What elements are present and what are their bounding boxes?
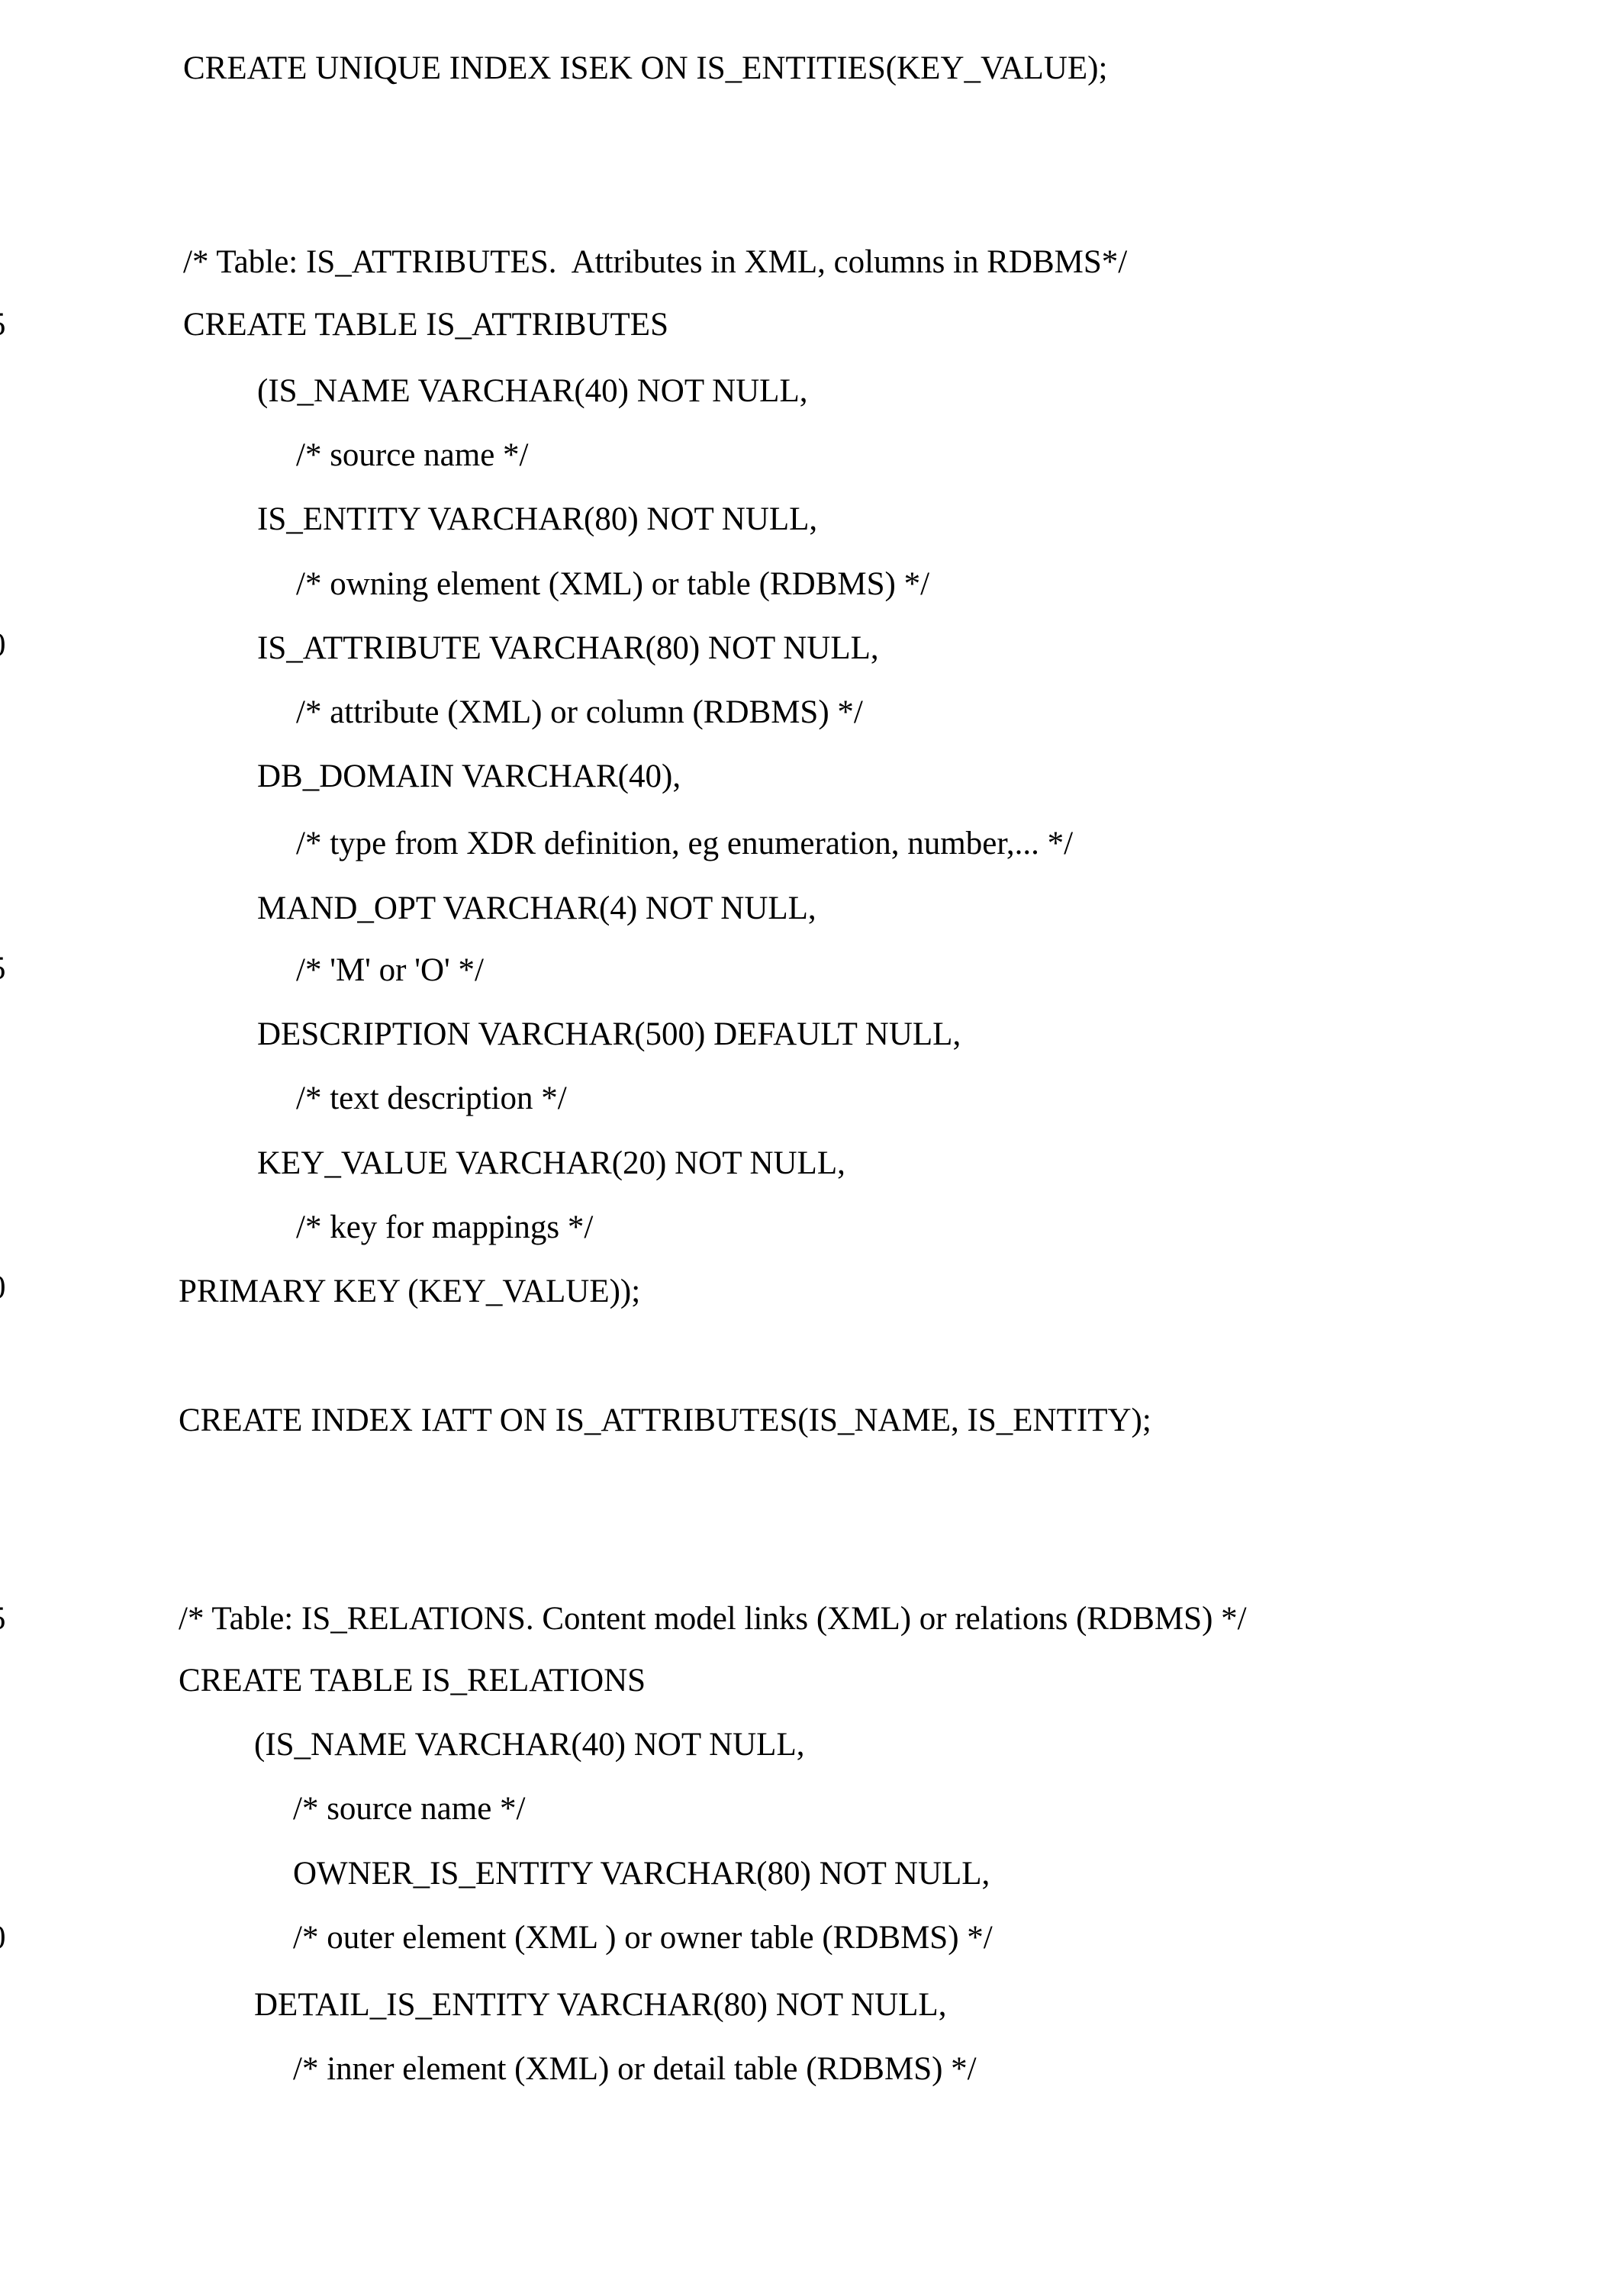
line-number [0, 948, 6, 990]
line-number [0, 1267, 6, 1309]
comment-line: /* Table: IS_ATTRIBUTES. Attributes in XML, columns in RDBMS*/ [183, 241, 1127, 284]
sql-line: DB_DOMAIN VARCHAR(40), [257, 755, 681, 798]
line-number [0, 624, 6, 667]
sql-line: (IS_NAME VARCHAR(40) NOT NULL, [257, 370, 807, 413]
line-number [0, 304, 6, 346]
sql-line: OWNER_IS_ENTITY VARCHAR(80) NOT NULL, [293, 1853, 990, 1895]
sql-line: IS_ENTITY VARCHAR(80) NOT NULL, [257, 498, 817, 541]
comment-line: /* inner element (XML) or detail table (RDBMS) */ [293, 2048, 977, 2091]
sql-line: CREATE TABLE IS_ATTRIBUTES [183, 304, 668, 346]
line-number [0, 1917, 6, 1959]
comment-line: /* attribute (XML) or column (RDBMS) */ [296, 691, 863, 734]
comment-line: /* key for mappings */ [296, 1206, 593, 1249]
sql-line: (IS_NAME VARCHAR(40) NOT NULL, [254, 1724, 804, 1766]
comment-line: /* Table: IS_RELATIONS. Content model links (XML) or relations (RDBMS) */ [179, 1598, 1247, 1641]
sql-line: CREATE INDEX IATT ON IS_ATTRIBUTES(IS_NAME, IS_ENTITY); [179, 1399, 1151, 1442]
sql-line: CREATE TABLE IS_RELATIONS [179, 1660, 646, 1702]
sql-line: CREATE UNIQUE INDEX ISEK ON IS_ENTITIES(KEY_VALUE); [183, 47, 1107, 90]
sql-line: IS_ATTRIBUTE VARCHAR(80) NOT NULL, [257, 627, 879, 670]
comment-line: /* type from XDR definition, eg enumeration, number,... */ [296, 823, 1073, 865]
comment-line: /* owning element (XML) or table (RDBMS) */ [296, 563, 929, 606]
comment-line: /* text description */ [296, 1077, 567, 1120]
comment-line: /* source name */ [293, 1788, 526, 1831]
comment-line: /* outer element (XML ) or owner table (RDBMS) */ [293, 1917, 993, 1959]
sql-line: DESCRIPTION VARCHAR(500) DEFAULT NULL, [257, 1013, 961, 1056]
sql-line: KEY_VALUE VARCHAR(20) NOT NULL, [257, 1142, 845, 1185]
sql-line: MAND_OPT VARCHAR(4) NOT NULL, [257, 887, 816, 930]
comment-line: /* 'M' or 'O' */ [296, 949, 484, 992]
comment-line: /* source name */ [296, 434, 529, 477]
line-number [0, 1598, 6, 1641]
sql-line: DETAIL_IS_ENTITY VARCHAR(80) NOT NULL, [254, 1984, 946, 2027]
sql-line: PRIMARY KEY (KEY_VALUE)); [179, 1270, 640, 1313]
